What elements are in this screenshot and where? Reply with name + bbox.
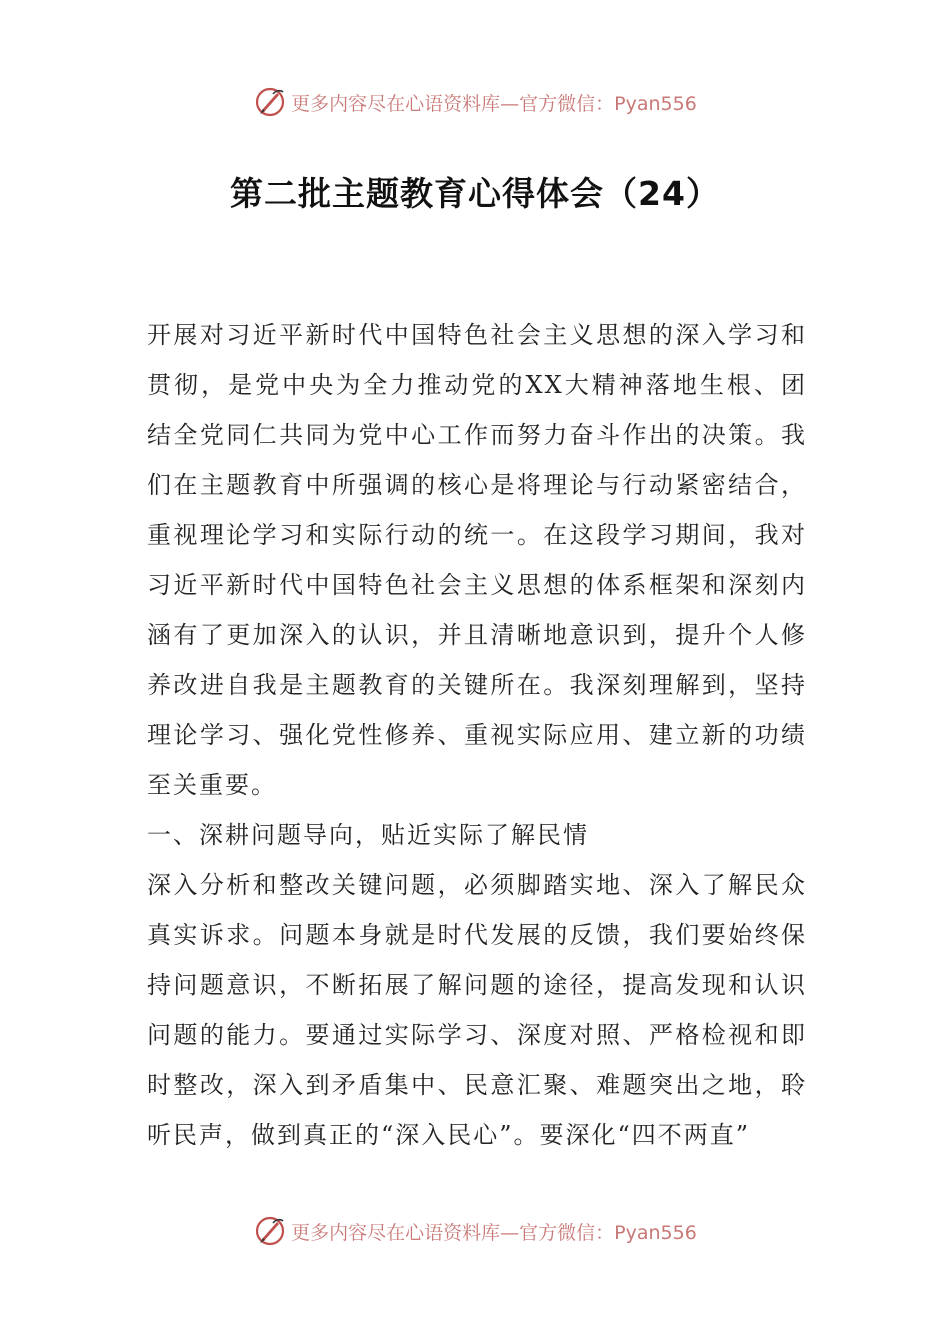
document-body [147, 310, 807, 1160]
quill-pen-logo-icon [253, 85, 287, 119]
quill-pen-logo-icon [253, 1214, 287, 1248]
header-banner-text: 更多内容尽在心语资料库—官方微信：Pyan556 [291, 92, 697, 115]
section-heading-1: 一、深耕问题导向，贴近实际了解民情 [147, 821, 589, 849]
paragraph-intro: 开展对习近平新时代中国特色社会主义思想的深入学习和贯彻，是党中央为全力推动党的XX大精神落地生根、团结全党同仁共同为党中心工作而努力奋斗作出的决策。我们在主题教育中所强调的核心是将理论与行动紧密结合，重视理论学习和实际行动的统一。在这段学习期间，我对习近平新时代中国特色社会主义思想的体系框架和深刻内涵有了更加深入的认识，并且清晰地意识到，提升个人修养改进自我是主题教育的关键所在。我深刻理解到，坚持理论学习、强化党性修养、重视实际应用、建立新的功绩至关重要。 [147, 321, 807, 799]
document-title: 第二批主题教育心得体会（24） [230, 174, 720, 213]
footer-banner [0, 1211, 950, 1251]
paragraph-section-1: 深入分析和整改关键问题，必须脚踏实地、深入了解民众真实诉求。问题本身就是时代发展的反馈，我们要始终保持问题意识，不断拓展了解问题的途径，提高发现和认识问题的能力。要通过实际学习、深度对照、严格检视和即时整改，深入到矛盾集中、民意汇聚、难题突出之地，聆听民声，做到真正的“深入民心”。要深化“四不两直” [147, 871, 807, 1149]
footer-banner-text: 更多内容尽在心语资料库—官方微信：Pyan556 [291, 1221, 697, 1244]
header-banner [0, 82, 950, 122]
